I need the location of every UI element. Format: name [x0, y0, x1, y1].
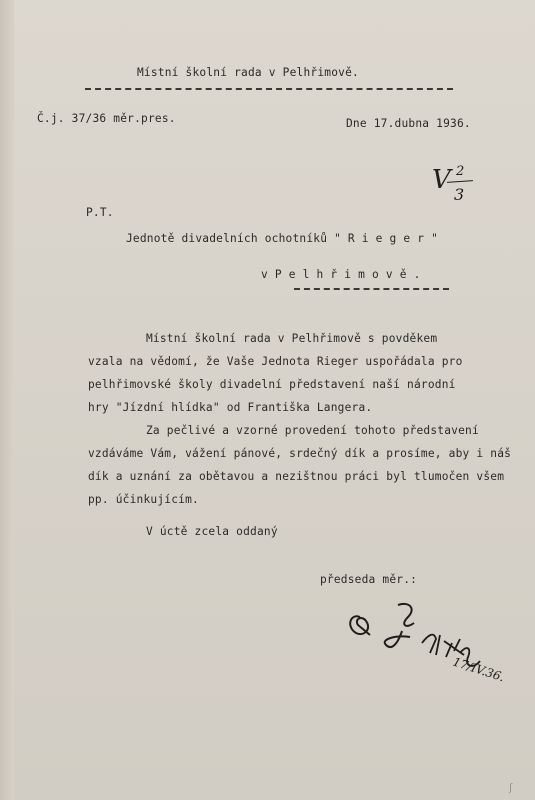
closing-line: V úctě zcela oddaný [146, 525, 278, 538]
paper-edge [0, 0, 14, 800]
handwritten-signature [340, 595, 507, 690]
letterhead-underline [85, 88, 453, 90]
paragraph2-line3: dík a uznání za obětavou a nezištnou práci byl tlumočen všem [88, 470, 505, 483]
paragraph2-line2: vzdáváme Vám, vážení pánové, srdečný dík a prosíme, aby i náš [88, 447, 512, 460]
reference-number: Č.j. 37/36 měr.pres. [37, 112, 176, 125]
addressee-place: v P e l h ř i m o v ě . [261, 268, 421, 281]
paragraph2-line4: pp. účinkujícím. [88, 493, 199, 506]
paragraph1-line3: pelhřimovské školy divadelní představení naší národní [88, 378, 456, 391]
handwritten-fraction-numerator: 2 [456, 164, 465, 179]
signature-date: 17/IV.36. [451, 654, 507, 685]
handwritten-fraction-denominator: 3 [454, 185, 465, 204]
letter-date: Dne 17.dubna 1936. [346, 117, 471, 130]
corner-mark: ∫ [508, 784, 514, 794]
place-underline [294, 288, 449, 290]
addressee-prefix: P.T. [86, 206, 114, 219]
paragraph1-line2: vzala na vědomí, že Vaše Jednota Rieger uspořádala pro [88, 355, 463, 368]
paragraph1-line4: hry "Jízdní hlídka" od Františka Langera. [88, 401, 373, 414]
signatory-title: předseda měr.: [320, 573, 418, 586]
handwritten-filing-mark: V [432, 165, 451, 195]
paragraph1-line1: Místní školní rada v Pelhřimově s povděkem [146, 332, 438, 345]
paragraph2-line1: Za pečlivé a vzorné provedení tohoto představení [146, 424, 479, 437]
addressee-name: Jednotě divadelních ochotníků " R i e g e r " [126, 232, 439, 245]
letterhead: Místní školní rada v Pelhřimově. [137, 66, 359, 79]
